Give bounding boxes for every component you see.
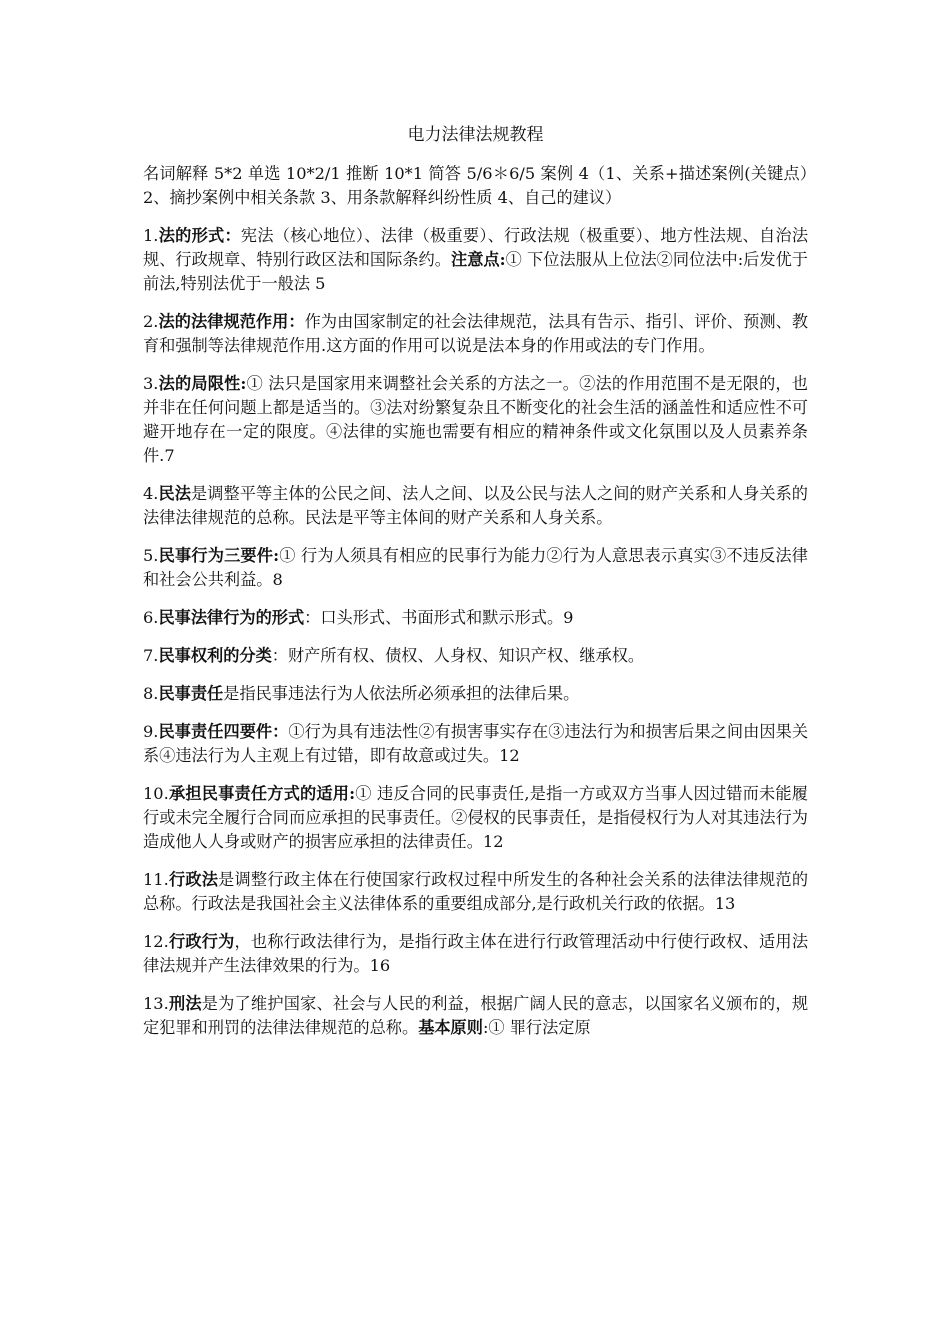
item-text-secondary: :① 罪行法定原 — [482, 1018, 591, 1037]
document-title: 电力法律法规教程 — [407, 125, 544, 145]
document-page — [143, 122, 808, 1054]
item-number: 9. — [143, 722, 159, 741]
item-term: 民事权利的分类 — [158, 646, 272, 665]
item-term: 刑法 — [168, 994, 202, 1013]
list-item — [143, 482, 808, 530]
list-item — [143, 930, 808, 978]
item-text: 作为由国家制定的社会法律规范，法具有告示、指引、评价、预测、教育和强制等法律规范作用.这方面的作用可以说是法本身的作用或法的专门作用。 — [143, 312, 809, 355]
item-term-secondary: 注意点: — [450, 250, 506, 269]
list-item — [143, 224, 808, 296]
item-number: 6. — [143, 608, 159, 627]
list-item — [143, 782, 808, 854]
item-term: 法的局限性: — [158, 374, 247, 393]
item-number: 1. — [143, 226, 159, 245]
item-text: 宪法（核心地位）、法律（极重要）、行政法规（极重要）、地方性法规、自治法规、行政规章、特别行政区法和国际条约。 — [143, 226, 809, 269]
exam-format-intro: 名词解释 5*2 单选 10*2/1 推断 10*1 简答 5/6＊6/5 案例 4（1、关系+描述案例(关键点）2、摘抄案例中相关条款 3、用条款解释纠纷性质 4、自己的建议） — [143, 164, 808, 207]
item-number: 10. — [143, 784, 169, 803]
item-number: 3. — [143, 374, 159, 393]
list-item — [143, 720, 808, 768]
item-term: 行政行为 — [168, 932, 235, 951]
item-text: ① 违反合同的民事责任,是指一方或双方当事人因过错而未能履行或未完全履行合同而应承担的民事责任。②侵权的民事责任，是指侵权行为人对其违法行为造成他人人身或财产的损害应承担的法律责任。12 — [143, 784, 808, 851]
item-text: 是为了维护国家、社会与人民的利益，根据广阔人民的意志，以国家名义颁布的，规定犯罪和刑罚的法律法律规范的总称。 — [143, 994, 809, 1037]
item-term: 民事法律行为的形式 — [158, 608, 305, 627]
item-text: 是指民事违法行为人依法所必须承担的法律后果。 — [223, 684, 580, 703]
item-text: ① 行为人须具有相应的民事行为能力②行为人意思表示真实③不违反法律和社会公共利益。8 — [143, 546, 808, 589]
item-term: 民事责任 — [158, 684, 224, 703]
item-number: 13. — [143, 994, 169, 1013]
item-term: 法的法律规范作用： — [158, 312, 305, 331]
item-term: 民事行为三要件: — [158, 546, 280, 565]
item-text: ：口头形式、书面形式和默示形式。9 — [304, 608, 574, 627]
item-text: ① 法只是国家用来调整社会关系的方法之一。②法的作用范围不是无限的，也并非在任何问题上都是适当的。③法对纷繁复杂且不断变化的社会生活的涵盖性和适应性不可避开地存在一定的限度。④法律的实施也需要有相应的精神条件或文化氛围以及人员素养条件.7 — [143, 374, 808, 465]
item-number: 8. — [143, 684, 159, 703]
list-item — [143, 310, 808, 358]
item-term: 承担民事责任方式的适用: — [168, 784, 356, 803]
item-term: 民法 — [158, 484, 191, 503]
list-item — [143, 682, 808, 706]
item-text: ，也称行政法律行为，是指行政主体在进行行政管理活动中行使行政权、适用法律法规并产生法律效果的行为。16 — [143, 932, 809, 975]
item-text: ①行为具有违法性②有损害事实存在③违法行为和损害后果之间由因果关系④违法行为人主观上有过错，即有故意或过失。12 — [143, 722, 809, 765]
item-term: 民事责任四要件： — [158, 722, 289, 741]
item-term: 法的形式： — [158, 226, 241, 245]
item-number: 12. — [143, 932, 169, 951]
list-item — [143, 606, 808, 630]
list-item — [143, 868, 808, 916]
item-term-secondary: 基本原则 — [418, 1018, 483, 1037]
item-number: 4. — [143, 484, 159, 503]
item-number: 7. — [143, 646, 159, 665]
item-text: 是调整平等主体的公民之间、法人之间、以及公民与法人之间的财产关系和人身关系的法律法律规范的总称。民法是平等主体间的财产关系和人身关系。 — [143, 484, 808, 527]
list-item — [143, 644, 808, 668]
list-item — [143, 544, 808, 592]
item-text-secondary: ① 下位法服从上位法②同位法中:后发优于前法,特别法优于一般法 5 — [143, 250, 808, 293]
item-number: 11. — [143, 870, 169, 889]
list-item — [143, 372, 808, 468]
item-number: 5. — [143, 546, 159, 565]
item-term: 行政法 — [168, 870, 219, 889]
item-text: 是调整行政主体在行使国家行政权过程中所发生的各种社会关系的法律法律规范的总称。行政法是我国社会主义法律体系的重要组成部分,是行政机关行政的依据。13 — [143, 870, 809, 913]
item-number: 2. — [143, 312, 159, 331]
list-item — [143, 992, 808, 1040]
item-text: ：财产所有权、债权、人身权、知识产权、继承权。 — [271, 646, 645, 665]
